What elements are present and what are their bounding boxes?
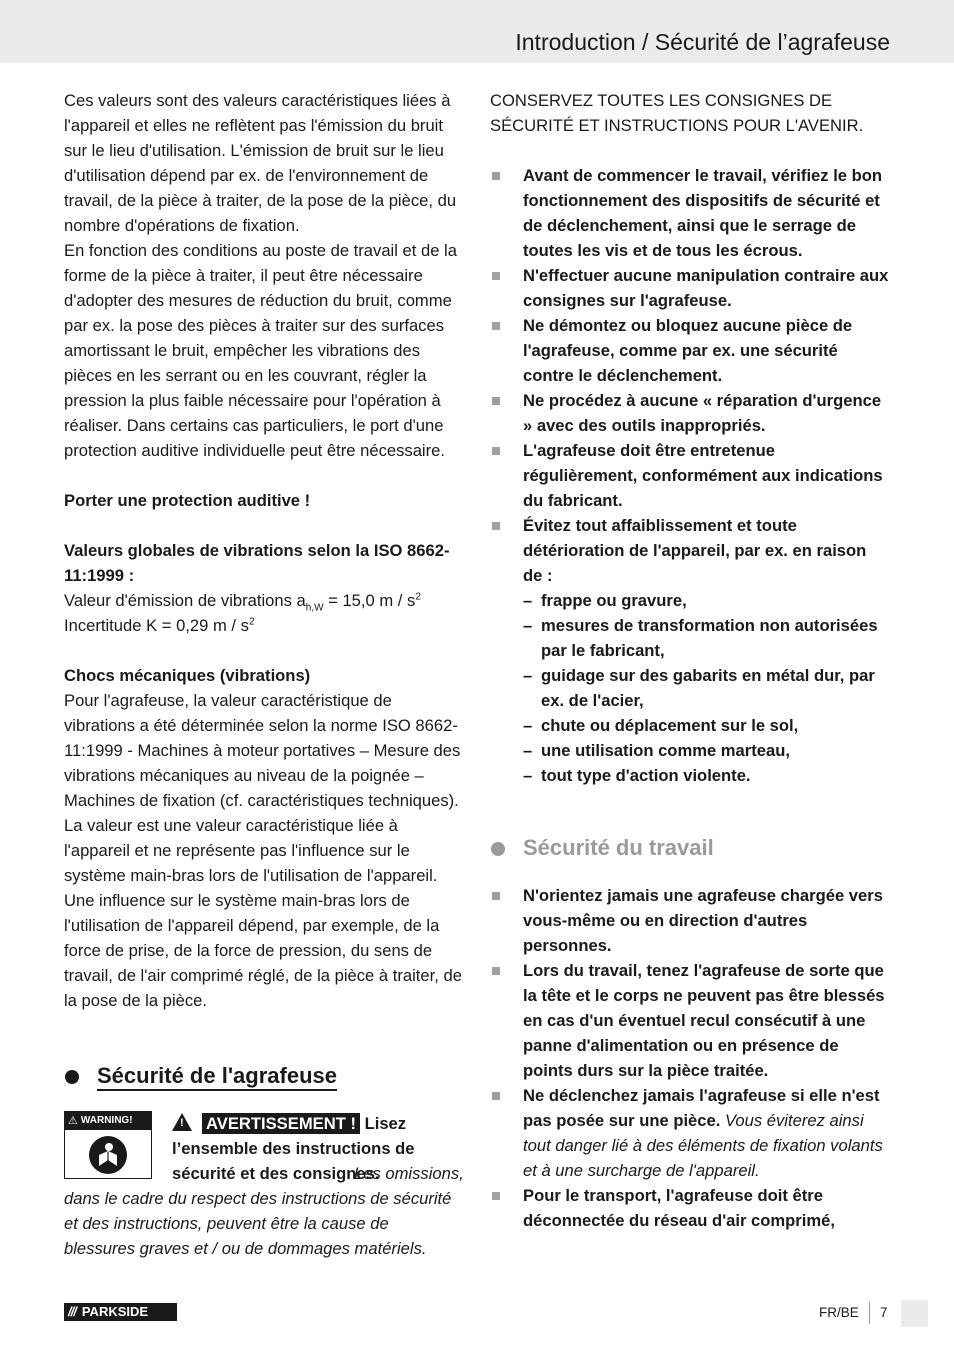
list-item: Ne procédez à aucune « réparation d'urgence » avec des outils inappropriés.	[490, 388, 890, 438]
footer-tab	[901, 1300, 928, 1327]
parkside-logo: /// PARKSIDE	[64, 1303, 177, 1321]
shock-text: Pour l'agrafeuse, la valeur caractéristique de vibrations a été déterminée selon la norme ISO 8662-11:1999 - Machines à moteur portatives – Mesure des vibrations mécaniques au niveau de la poignée – Machines de fixation (cf. caractéristiques techniques). La valeur est une valeur caractéristique liée à l'appareil et ne représente pas l'influence sur le système main-bras lors de l'utilisation de l'appareil. Une influence sur le système main-bras lors de l'utilisation de l'appareil dépend, par exemple, de la force de prise, de la force de pression, du sens de travail, de l'air comprimé réglé, de la pièce à traiter, de la pose de la pièce.	[64, 691, 462, 1010]
dash-item: – guidage sur des gabarits en métal dur, par ex. de l'acier,	[523, 666, 875, 710]
shock-title: Chocs mécaniques (vibrations)	[64, 666, 311, 685]
list-item: Pour le transport, l'agrafeuse doit être déconnectée du réseau d'air comprimé,	[490, 1183, 890, 1233]
list-item: Ne déclenchez jamais l'agrafeuse si elle n'est pas posée sur une pièce. Vous éviterez ainsi tout danger lié à des éléments de fixation volants et à une surcharge de l'appareil.	[490, 1083, 890, 1183]
paragraph-noise-values: Ces valeurs sont des valeurs caractéristiques liées à l'appareil et elles ne reflètent pas l'émission du bruit sur le lieu d'utilisation. L'émission de bruit sur le lieu d'utilisation dépend par ex. de l'environnement de travail, de la pièce à traiter, de la pose de la pièce, du nombre d'opérations de fixation.	[64, 91, 457, 235]
list-item: Évitez tout affaiblissement et toute détérioration de l'appareil, par ex. en raison de :	[490, 513, 890, 588]
warning-block	[64, 1111, 464, 1261]
ear-protection-notice: Porter une protection auditive !	[64, 491, 311, 510]
list-item: Avant de commencer le travail, vérifiez le bon fonctionnement des dispositifs de sécurité et de déclenchement, ainsi que le serrage de toutes les vis et de tous les écrous.	[490, 163, 890, 263]
list-item: N'orientez jamais une agrafeuse chargée vers vous-même ou en direction d'autres personnes.	[490, 883, 890, 958]
read-manual-warning-icon: ⚠ WARNING!	[64, 1111, 152, 1179]
list-item: N'effectuer aucune manipulation contraire aux consignes sur l'agrafeuse.	[490, 263, 890, 313]
vibration-emission: Valeur d'émission de vibrations $a_{h,W} = 15,0$ m / $s^2$	[64, 591, 421, 614]
list-item: Lors du travail, tenez l'agrafeuse de sorte que la tête et le corps ne peuvent pas être blessés en cas d'un éventuel recul consécutif à une panne d'alimentation ou en présence de points durs sur la pièce traitée.	[490, 958, 890, 1083]
left-column	[64, 88, 464, 1261]
list-item: Ne démontez ou bloquez aucune pièce de l'agrafeuse, comme par ex. une sécurité contre le déclenchement.	[490, 313, 890, 388]
safety-bullet-list	[490, 163, 890, 788]
warning-text: ! AVERTISSEMENT ! Lisez l’ensemble des instructions de sécurité et des consignes.	[172, 1114, 415, 1183]
dash-item: – chute ou déplacement sur le sol,	[523, 716, 799, 735]
page-number: 7	[880, 1305, 888, 1320]
dash-item: – une utilisation comme marteau,	[523, 741, 790, 760]
language-code: FR/BE	[819, 1305, 859, 1320]
dash-item: – frappe ou gravure,	[523, 591, 687, 610]
paragraph-noise-measures: En fonction des conditions au poste de travail et de la forme de la pièce à traiter, il peut être nécessaire d'adopter des mesures de réduction du bruit, comme par ex. la pose des pièces à traiter sur des surfaces amortissant le bruit, empêcher les vibrations des pièces en les serrant ou en les couvrant, régler la pression la plus faible nécessaire pour l'opération à réaliser. Dans certains cas particuliers, le port d'une protection auditive individuelle peut être nécessaire.	[64, 241, 457, 460]
manual-icon	[89, 1136, 127, 1174]
dash-item: – tout type d'action violente.	[523, 766, 751, 785]
vibration-uncertainty: Incertitude K = 0,29 m / $s^2$	[64, 616, 255, 635]
vibration-title: Valeurs globales de vibrations selon la ISO 8662-11:1999 :	[64, 541, 450, 585]
section-heading-work-safety: Sécurité du travail	[490, 833, 890, 863]
warning-italic-text: Les omissions, dans le cadre du respect des instructions de sécurité et des instructions, peuvent être la cause de blessures graves et / ou de dommages matériels.	[64, 1164, 464, 1258]
footer-divider	[869, 1302, 870, 1324]
bullet-dot-icon	[65, 1070, 79, 1084]
section-heading-stapler-safety: Sécurité de l'agrafeuse	[64, 1061, 464, 1091]
page-title: Introduction / Sécurité de l’agrafeuse	[515, 29, 890, 55]
list-item: L'agrafeuse doit être entretenue régulièrement, conformément aux indications du fabricant.	[490, 438, 890, 513]
warning-triangle-icon: !	[172, 1113, 192, 1131]
dash-item: – mesures de transformation non autorisées par le fabricant,	[523, 616, 878, 660]
warning-badge: AVERTISSEMENT !	[202, 1113, 360, 1134]
bullet-dot-icon	[491, 842, 505, 856]
right-column	[490, 88, 890, 1233]
keep-instructions: CONSERVEZ TOUTES LES CONSIGNES DE SÉCURITÉ ET INSTRUCTIONS POUR L'AVENIR.	[490, 91, 864, 135]
